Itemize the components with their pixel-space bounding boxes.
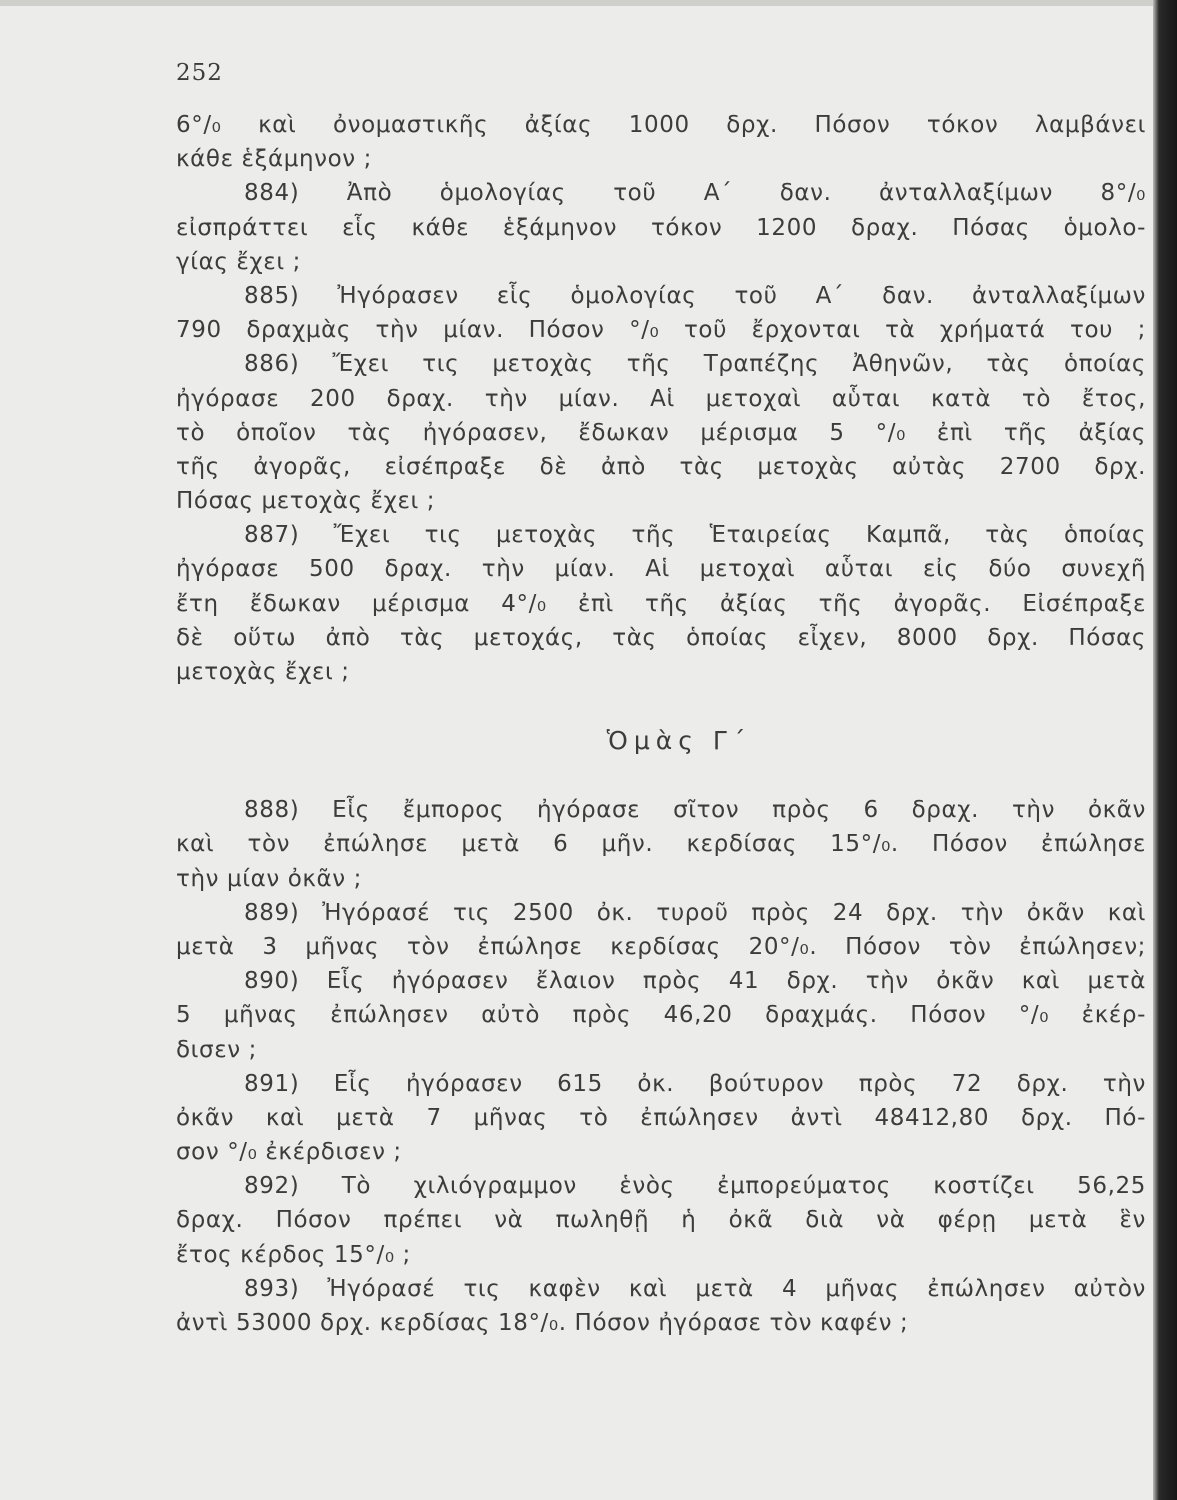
text-line: 790 δραχμὰς τὴν μίαν. Πόσον °/₀ τοῦ ἔρχονται τὰ χρήματά του ; bbox=[176, 317, 1146, 344]
exercise-886-start: 886) Ἔχει τις μετοχὰς τῆς Τραπέζης Ἀθηνῶν, τὰς ὁποίας bbox=[244, 351, 1146, 378]
text-line: τὸ ὁποῖον τὰς ἠγόρασεν, ἔδωκαν μέρισμα 5 °/₀ ἐπὶ τῆς ἀξίας bbox=[176, 419, 1146, 446]
text-line: ἀντὶ 53000 δρχ. κερδίσας 18°/₀. Πόσον ἠγόρασε τὸν καφέν ; bbox=[176, 1310, 909, 1336]
text-line: μετοχὰς ἔχει ; bbox=[176, 659, 350, 685]
scan-top-edge bbox=[0, 0, 1177, 6]
text-line: δισεν ; bbox=[176, 1036, 257, 1063]
text-line: ἠγόρασε 200 δραχ. τὴν μίαν. Αἱ μετοχαὶ αὗται κατὰ τὸ ἔτος, bbox=[176, 385, 1146, 412]
text-line: σον °/₀ ἐκέρδισεν ; bbox=[176, 1139, 402, 1166]
text-line: δραχ. Πόσον πρέπει νὰ πωληθῇ ἡ ὀκᾶ διὰ νὰ φέρῃ μετὰ ἓν bbox=[176, 1207, 1146, 1234]
text-line: 6°/₀ καὶ ὀνομαστικῆς ἀξίας 1000 δρχ. Πόσον τόκον λαμβάνει bbox=[176, 112, 1146, 138]
text-line: καὶ τὸν ἐπώλησε μετὰ 6 μῆν. κερδίσας 15°/₀. Πόσον ἐπώλησε bbox=[176, 831, 1146, 858]
exercise-888-start: 888) Εἷς ἔμπορος ἠγόρασε σῖτον πρὸς 6 δραχ. τὴν ὀκᾶν bbox=[244, 797, 1146, 824]
exercise-893-start: 893) Ἠγόρασέ τις καφὲν καὶ μετὰ 4 μῆνας ἐπώλησεν αὐτὸν bbox=[244, 1275, 1146, 1302]
exercise-884-start: 884) Ἀπὸ ὁμολογίας τοῦ Α΄ δαν. ἀνταλλαξίμων 8°/₀ bbox=[244, 180, 1146, 207]
text-line: 5 μῆνας ἐπώλησεν αὐτὸ πρὸς 46,20 δραχμάς. Πόσον °/₀ ἐκέρ- bbox=[176, 1002, 1146, 1029]
exercise-887-start: 887) Ἔχει τις μετοχὰς τῆς Ἑταιρείας Καμπᾶ, τὰς ὁποίας bbox=[244, 522, 1146, 549]
book-binding-edge bbox=[1153, 0, 1177, 1500]
exercise-891-start: 891) Εἷς ἠγόρασεν 615 ὀκ. βούτυρον πρὸς 72 δρχ. τὴν bbox=[244, 1070, 1146, 1097]
exercise-892-start: 892) Τὸ χιλιόγραμμον ἑνὸς ἐμπορεύματος κοστίζει 56,25 bbox=[244, 1173, 1146, 1200]
page-number: 252 bbox=[176, 60, 223, 86]
text-line: εἰσπράττει εἷς κάθε ἑξάμηνον τόκον 1200 δραχ. Πόσας ὁμολο- bbox=[176, 214, 1146, 241]
text-line: μετὰ 3 μῆνας τὸν ἐπώλησε κερδίσας 20°/₀. Πόσον τὸν ἐπώλησεν; bbox=[176, 933, 1146, 960]
exercise-889-start: 889) Ἠγόρασέ τις 2500 ὀκ. τυροῦ πρὸς 24 δρχ. τὴν ὀκᾶν καὶ bbox=[244, 899, 1146, 926]
text-line: ἔτη ἔδωκαν μέρισμα 4°/₀ ἐπὶ τῆς ἀξίας τῆς ἀγορᾶς. Εἰσέπραξε bbox=[176, 590, 1146, 617]
text-line: ἔτος κέρδος 15°/₀ ; bbox=[176, 1241, 411, 1268]
page-text-block bbox=[176, 50, 1146, 1340]
text-line: τῆς ἀγορᾶς, εἰσέπραξε δὲ ἀπὸ τὰς μετοχὰς αὐτὰς 2700 δρχ. bbox=[176, 453, 1146, 480]
section-heading: Ὁμὰς Γ΄ bbox=[606, 726, 752, 756]
text-line: γίας ἔχει ; bbox=[176, 248, 301, 275]
text-line: Πόσας μετοχὰς ἔχει ; bbox=[176, 488, 436, 515]
text-line: κάθε ἑξάμηνον ; bbox=[176, 146, 372, 173]
text-line: ἠγόρασε 500 δραχ. τὴν μίαν. Αἱ μετοχαὶ αὗται εἰς δύο συνεχῆ bbox=[176, 556, 1146, 583]
text-line: τὴν μίαν ὀκᾶν ; bbox=[176, 865, 363, 892]
text-line: ὀκᾶν καὶ μετὰ 7 μῆνας τὸ ἐπώλησεν ἀντὶ 48412,80 δρχ. Πό- bbox=[176, 1104, 1146, 1131]
text-line: δὲ οὕτω ἀπὸ τὰς μετοχάς, τὰς ὁποίας εἶχεν, 8000 δρχ. Πόσας bbox=[176, 624, 1146, 651]
exercise-885-start: 885) Ἠγόρασεν εἷς ὁμολογίας τοῦ Α΄ δαν. ἀνταλλαξίμων bbox=[244, 282, 1146, 309]
exercise-890-start: 890) Εἷς ἠγόρασεν ἔλαιον πρὸς 41 δρχ. τὴν ὀκᾶν καὶ μετὰ bbox=[244, 968, 1146, 995]
